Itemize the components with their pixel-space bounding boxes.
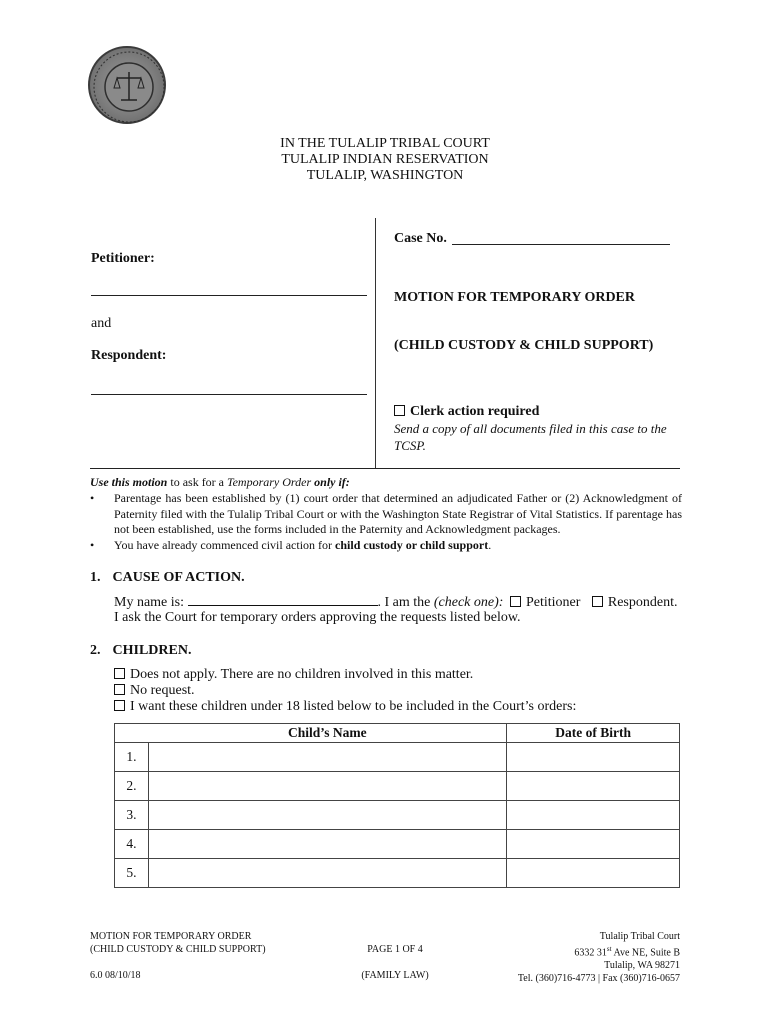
bullet2-text: You have already commenced civil action for: [114, 537, 336, 552]
child-name-cell[interactable]: [148, 830, 506, 859]
court-heading: [0, 136, 770, 184]
section2-number: 2.: [90, 643, 101, 658]
no-request-label: No request.: [130, 683, 195, 698]
usage-intro: [90, 475, 350, 490]
table-row: [115, 859, 680, 888]
clerk-action-checkbox[interactable]: [394, 405, 405, 416]
children-table: [114, 723, 680, 888]
children-option-no-request: [114, 683, 195, 699]
court-line-1: IN THE TULALIP TRIBAL COURT: [280, 136, 490, 151]
footer-left: [90, 930, 266, 982]
section1-heading: [90, 570, 245, 586]
no-children-label: Does not apply. There are no children involved in this matter.: [130, 667, 474, 682]
usage-bullets: [90, 491, 682, 553]
footer-version: 6.0 08/10/18: [90, 970, 141, 981]
check-one-label: (check one):: [433, 595, 504, 610]
name-field[interactable]: [188, 594, 378, 606]
motion-title: MOTION FOR TEMPORARY ORDER: [394, 290, 636, 305]
respondent-label: Respondent:: [91, 348, 167, 363]
case-no-label: Case No.: [394, 231, 447, 246]
usage-mid: to ask for a: [167, 475, 228, 489]
footer-phone: Tel. (360)716-4773 | Fax (360)716-0657: [517, 973, 680, 985]
section1-number: 1.: [90, 570, 101, 585]
include-children-label: I want these children under 18 listed below to be included in the Court’s orders:: [130, 699, 577, 714]
usage-temporary: Temporary Order: [227, 475, 312, 489]
address-number: 6332 31: [574, 947, 607, 959]
list-item: [90, 491, 682, 538]
child-name-cell[interactable]: [148, 743, 506, 772]
table-row: [115, 830, 680, 859]
table-row: [115, 743, 680, 772]
page-number: PAGE 1 OF 4: [367, 944, 423, 955]
row-number: 3.: [115, 801, 149, 830]
no-request-checkbox[interactable]: [114, 684, 125, 695]
dob-cell[interactable]: [507, 772, 680, 801]
bullet-civil-action: [114, 538, 491, 554]
bullet-parentage: Parentage has been established by (1) court order that determined an adjudicated Father or (2) Acknowledgment of Paternity filed with the Tulalip Tribal Court or with the Washington State Registrar of Vital Statistics. If parentage has not been established, use the forms included in the Paternity and Acknowledgment packages.: [114, 491, 682, 536]
motion-subtitle: (CHILD CUSTODY & CHILD SUPPORT): [394, 338, 654, 353]
respondent-name-line[interactable]: [91, 394, 367, 395]
no-children-checkbox[interactable]: [114, 668, 125, 679]
footer-category: (FAMILY LAW): [361, 970, 429, 981]
usage-lead: Use this motion: [90, 475, 168, 489]
court-line-2: TULALIP INDIAN RESERVATION: [281, 152, 489, 167]
row-number: 5.: [115, 859, 149, 888]
petitioner-label: Petitioner:: [91, 251, 155, 266]
bullet-icon: •: [90, 491, 95, 505]
i-am-label: . I am the: [377, 595, 434, 610]
footer-court-name: Tulalip Tribal Court: [599, 931, 680, 942]
caption-bottom-rule: [90, 468, 680, 469]
section2-heading: [90, 643, 191, 659]
child-name-cell[interactable]: [148, 859, 506, 888]
child-name-header: Child’s Name: [148, 724, 506, 743]
court-line-3: TULALIP, WASHINGTON: [306, 168, 464, 183]
row-number: 1.: [115, 743, 149, 772]
petitioner-option-label: Petitioner: [525, 595, 581, 610]
table-header-row: [115, 724, 680, 743]
address-street: Ave NE, Suite B: [611, 947, 680, 959]
list-item: [90, 538, 682, 554]
case-no-line[interactable]: [452, 244, 670, 245]
clerk-note: Send a copy of all documents filed in this case to the TCSP.: [394, 421, 667, 453]
seal-emblem-icon: [90, 48, 168, 126]
respondent-option-label: Respondent.: [607, 595, 678, 610]
footer-form-title: MOTION FOR TEMPORARY ORDER: [90, 931, 252, 942]
dob-header: Date of Birth: [507, 724, 680, 743]
address-suffix: st: [606, 945, 612, 953]
dob-cell[interactable]: [507, 743, 680, 772]
footer-city: Tulalip, WA 98271: [604, 960, 680, 972]
bullet2-end: .: [488, 537, 492, 552]
child-name-cell[interactable]: [148, 801, 506, 830]
footer-center: [330, 943, 460, 982]
include-children-checkbox[interactable]: [114, 700, 125, 711]
table-row: [115, 772, 680, 801]
court-seal: [88, 46, 166, 124]
clerk-action: [394, 404, 539, 420]
petitioner-checkbox[interactable]: [510, 596, 521, 607]
usage-only-if: only if:: [311, 475, 350, 489]
name-label: My name is:: [114, 595, 184, 610]
children-option-include: [114, 699, 576, 715]
row-number: 2.: [115, 772, 149, 801]
clerk-action-label: Clerk action required: [410, 404, 540, 419]
header-spacer: [115, 724, 149, 743]
bullet-icon: •: [90, 537, 95, 552]
footer-form-subtitle: (CHILD CUSTODY & CHILD SUPPORT): [90, 944, 266, 955]
footer-right: [518, 930, 680, 985]
footer-address-line: [518, 943, 680, 959]
section2-title: CHILDREN.: [112, 643, 192, 658]
row-number: 4.: [115, 830, 149, 859]
dob-cell[interactable]: [507, 830, 680, 859]
table-row: [115, 801, 680, 830]
bullet2-bold: child custody or child support: [335, 537, 489, 552]
petitioner-name-line[interactable]: [91, 295, 367, 296]
section1-title: CAUSE OF ACTION.: [112, 570, 245, 585]
and-label: and: [91, 316, 112, 331]
children-option-none: [114, 667, 473, 683]
dob-cell[interactable]: [507, 859, 680, 888]
respondent-checkbox[interactable]: [592, 596, 603, 607]
caption-divider: [375, 218, 376, 468]
dob-cell[interactable]: [507, 801, 680, 830]
name-row: [114, 594, 677, 611]
request-line: I ask the Court for temporary orders approving the requests listed below.: [114, 610, 521, 625]
child-name-cell[interactable]: [148, 772, 506, 801]
